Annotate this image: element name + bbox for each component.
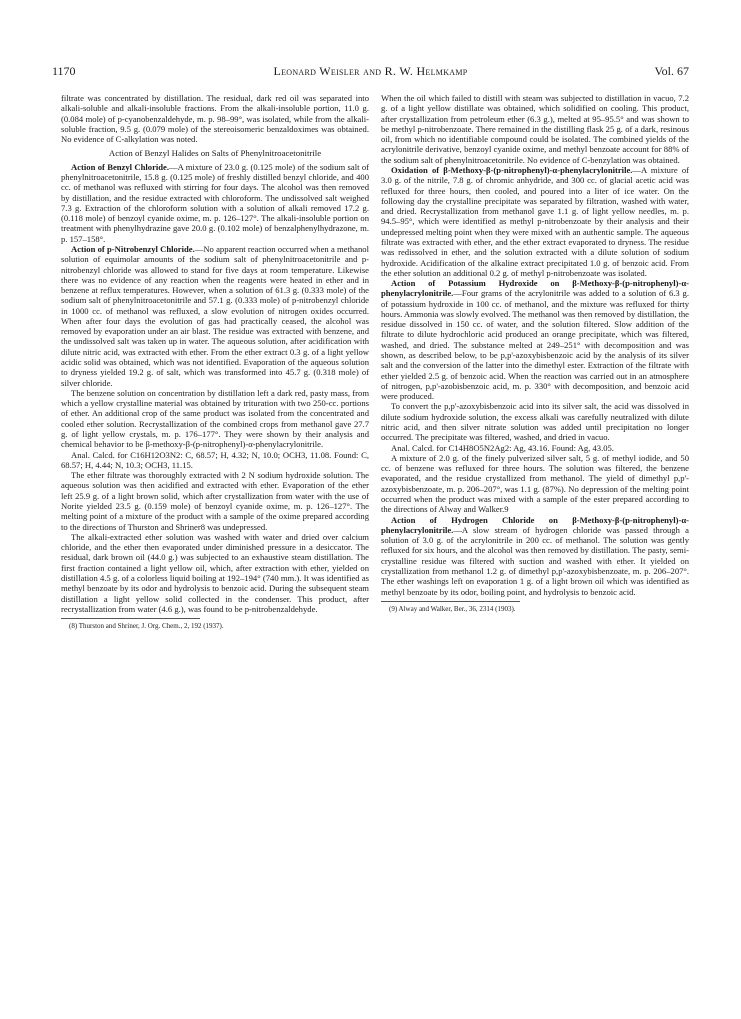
right-column	[381, 93, 689, 614]
footnote: (9) Alway and Walker, Ber., 36, 2314 (1903).	[389, 604, 516, 613]
paragraph: To convert the p,p'-azoxybisbenzoic acid into its silver salt, the acid was dissolved in dilute sodium hydroxide solution, the excess alkali was carefully neutralized with dilute nitric acid, and then silver nitrate solution was added until precipitation no longer occurred. The precipitate was filtered, washed, and dried in vacuo.	[381, 401, 689, 443]
paragraph-body: —A mixture of 23.0 g. (0.125 mole) of the sodium salt of phenylnitroacetonitrile, 15.8 g. (0.125 mole) of freshly distilled benzyl chloride, and 400 cc. of methanol was refluxed with stirring for four days. The alcohol was then removed by distillation, and the residue extracted with chloroform. The undissolved salt weighed 7.3 g. Extraction of the chloroform solution with a solution of alkali removed 17.2 g. (0.118 mole) of benzoyl cyanide oxime, m. p. 126–127°. The alkali-insoluble portion on treatment with phenylhydrazine gave 20.0 g. (0.102 mole) of benzalphenylhydrazone, m. p. 157–158°.	[61, 161, 369, 244]
analysis-line: Anal. Calcd. for C14H8O5N2Ag2: Ag, 43.16. Found: Ag, 43.05.	[391, 442, 614, 453]
paragraph: The ether filtrate was thoroughly extracted with 2 N sodium hydroxide solution. The aqueous solution was then acidified and extracted with ether. Evaporation of the ether left 25.9 g. of a light brown solid, which after crystallization from water with the use of Norite yielded 23.5 g. (0.159 mole) of benzoyl cyanide oxime, m. p. 126–127°. The melting point of a mixture of the product with a sample of the oxime prepared according to the directions of Thurston and Shriner8 was undepressed.	[61, 470, 369, 532]
paragraph	[381, 515, 689, 597]
run-in-title: Oxidation of β-Methoxy-β-(p-nitrophenyl)-α-phenylacrylonitrile.	[391, 164, 633, 175]
paragraph: The alkali-extracted ether solution was washed with water and dried over calcium chloride, and the ether then evaporated under diminished pressure in a desiccator. The residual, dark brown oil (44.0 g.) was subjected to an exhaustive steam distillation. The first fraction contained a light yellow oil, which, after extraction with ether, yielded on distillation 4.5 g. of a colorless liquid boiling at 192–194° (740 mm.). It was identified as methyl benzoate by its odor and hydrolysis to benzoic acid. During the subsequent steam distillation a light yellow solid collected in the condenser. This product, after recrystallization from water (4.6 g.), was found to be p-nitrobenzaldehyde.	[61, 531, 369, 614]
paragraph: filtrate was concentrated by distillation. The residual, dark red oil was separated into alkali-soluble and alkali-insoluble fractions. From the alkali-insoluble portion, 11.0 g. (0.084 mole) of p-cyanobenzaldehyde, m. p. 98–99°, was isolated, while from the alkali-soluble fraction, 9.5 g. (0.079 mole) of the stereoisomeric benzaldoximes was obtained. No evidence of C-alkylation was noted.	[61, 93, 369, 145]
run-in-title: Action of p-Nitrobenzyl Chloride.	[71, 243, 195, 254]
paragraph-body: —A slow stream of hydrogen chloride was passed through a solution of 3.0 g. of the acrylonitrile in 200 cc. of methanol. The solution was gently refluxed for six hours, and the alcohol was then removed by distillation. The pasty, semi-crystalline residue was filtered with suction and washed with ether. It yielded on crystallization from methanol 1.2 g. of dimethyl p,p'-azoxybisbenzoate, m. p. 206–207°. The ether washings left on evaporation 1 g. of a light brown oil which was identified as methyl benzoate by its odor, boiling point, and hydrolysis to benzoic acid.	[381, 524, 689, 597]
paragraph-body: —Four grams of the acrylonitrile was added to a solution of 6.3 g. of potassium hydroxide in 100 cc. of methanol, and the mixture was refluxed for thirty hours. Ammonia was slowly evolved. The methanol was then removed by distillation, the residue dissolved in 150 cc. of water, and the solution filtered. Slow addition of the filtrate to dilute hydrochloric acid produced an orange precipitate, which was filtered, washed, and dried. The substance melted at 249–251° with decomposition and was shown, as described below, to be p,p'-azoxybisbenzoic acid by the analysis of its silver salt and the conversion of the latter into the dimethyl ester. Extraction of the filtrate with ether yielded 2.5 g. of benzoic acid. When the reaction was carried out in an atmosphere of nitrogen, p,p'-azobisbenzoic acid, m. p. 330° with decomposition, and benzoic acid were produced.	[381, 288, 689, 402]
paragraph: The benzene solution on concentration by distillation left a dark red, pasty mass, from which a yellow crystalline material was obtained by trituration with two 250-cc. portions of ether. An additional crop of the same product was isolated from the concentrated and cooled ether solution. Recrystallization of the combined crops from methanol gave 27.7 g. of light yellow crystals, m. p. 176–177°. They were shown by their analysis and chemical behavior to be β-methoxy-β-(p-nitrophenyl)-α-phenylacrylonitrile.	[61, 387, 369, 450]
footnote-rule	[61, 618, 200, 619]
analysis-line: Anal. Calcd. for C16H12O3N2: C, 68.57; H, 4.32; N, 10.0; OCH3, 11.08. Found: C, 68.57; H, 4.44; N, 10.3; OCH3, 11.15.	[61, 449, 369, 470]
paragraph-body: —No apparent reaction occurred when a methanol solution of equimolar amounts of the sodium salt of phenylnitroacetonitrile and p-nitrobenzyl chloride was allowed to stand for five days at room temperature. Likewise there was no evidence of any reaction when the reagents were heated in ether and in benzene at reflux temperatures. However, when a solution of 61.3 g. (0.333 mole) of the sodium salt of phenylnitroacetonitrile and 57.1 g. (0.333 mole) of p-nitrobenzyl chloride in 1000 cc. of methanol was refluxed, a slow evolution of nitrogen oxides occurred. When after four days the evolution of gas had practically ceased, the alcohol was removed by evaporation under an air blast. The residue was extracted with benzene, and the undissolved salt was taken up in water. The aqueous solution, after acidification with dilute nitric acid, was extracted with ether. From the ether extract 0.3 g. of a light yellow acidic solid was obtained, which was not identified. Evaporation of the aqueous solution to dryness yielded 19.2 g. of salt, which was transformed into 45.7 g. (0.318 mole) of silver chloride.	[61, 243, 369, 388]
paragraph: A mixture of 2.0 g. of the finely pulverized silver salt, 5 g. of methyl iodide, and 50 cc. of benzene was refluxed for three hours. The solution was filtered, the benzene evaporated, and the residue crystallized from methanol. The yield of dimethyl p,p'-azoxybisbenzoate, m. p. 206–207°, was 1.1 g. (87%). No depression of the melting point occurred when the product was mixed with a sample of the ester prepared according to the directions of Alway and Walker.9	[381, 452, 689, 515]
page-number: 1170	[52, 64, 76, 78]
run-in-title: Action of Benzyl Chloride.	[71, 161, 170, 172]
run-in-title: Action of Potassium Hydroxide on β-Methoxy-β-(p-nitrophenyl)-α-phenylacrylonitrile.	[381, 278, 689, 299]
paragraph	[61, 244, 369, 388]
paragraph	[61, 162, 369, 244]
running-header	[52, 64, 689, 80]
paragraph	[381, 278, 689, 401]
paragraph	[381, 165, 689, 278]
run-in-title: Action of Hydrogen Chloride on β-Methoxy-β-(p-nitrophenyl)-α-phenylacrylonitrile.	[381, 514, 689, 535]
footnote-rule	[381, 601, 520, 602]
paragraph: When the oil which failed to distill with steam was subjected to distillation in vacuo, 7.2 g. of a light yellow distillate was obtained, which solidified on cooling. This product, after crystallization from petroleum ether (6.3 g.), melted at 95–95.5° and was shown to be methyl p-nitrobenzoate. There remained in the distilling flask 25 g. of a dark, resinous oil, from which no identifiable compound could be isolated. The combined yields of the acrylonitrile derivative, benzoyl cyanide oxime, and methyl benzoate account for 88% of the sodium salt of phenylnitroacetonitrile. No evidence of C-benzylation was obtained.	[381, 93, 689, 165]
volume-label: Vol. 67	[654, 64, 689, 78]
footnote: (8) Thurston and Shriner, J. Org. Chem., 2, 192 (1937).	[69, 622, 224, 631]
running-header-authors: Leonard Weisler and R. W. Helmkamp	[273, 64, 468, 78]
left-column	[61, 93, 369, 631]
paragraph-body: —A mixture of 3.0 g. of the nitrile, 7.8 g. of chromic anhydride, and 300 cc. of glacial acetic acid was refluxed for three hours, then cooled, and poured into a liter of ice water. On the following day the crystalline precipitate was separated by filtration, washed with water, and dried. Recrystallization from methanol gave 1.1 g. of light yellow needles, m. p. 94.5–95°, which were identified as methyl p-nitrobenzoate by their analysis and their undepressed melting point when they were mixed with an authentic sample. The aqueous filtrate was extracted with ether, and the ether extract evaporated to dryness. The residue was redissolved in ether, and the solution extracted with a dilute solution of sodium hydroxide. Acidification of the alkaline extract precipitated 1.0 g. of benzoic acid. From the ether solution an additional 0.2 g. of methyl p-nitrobenzoate was isolated.	[381, 164, 689, 278]
section-heading: Action of Benzyl Halides on Salts of Phenylnitroacetonitrile	[108, 148, 322, 159]
